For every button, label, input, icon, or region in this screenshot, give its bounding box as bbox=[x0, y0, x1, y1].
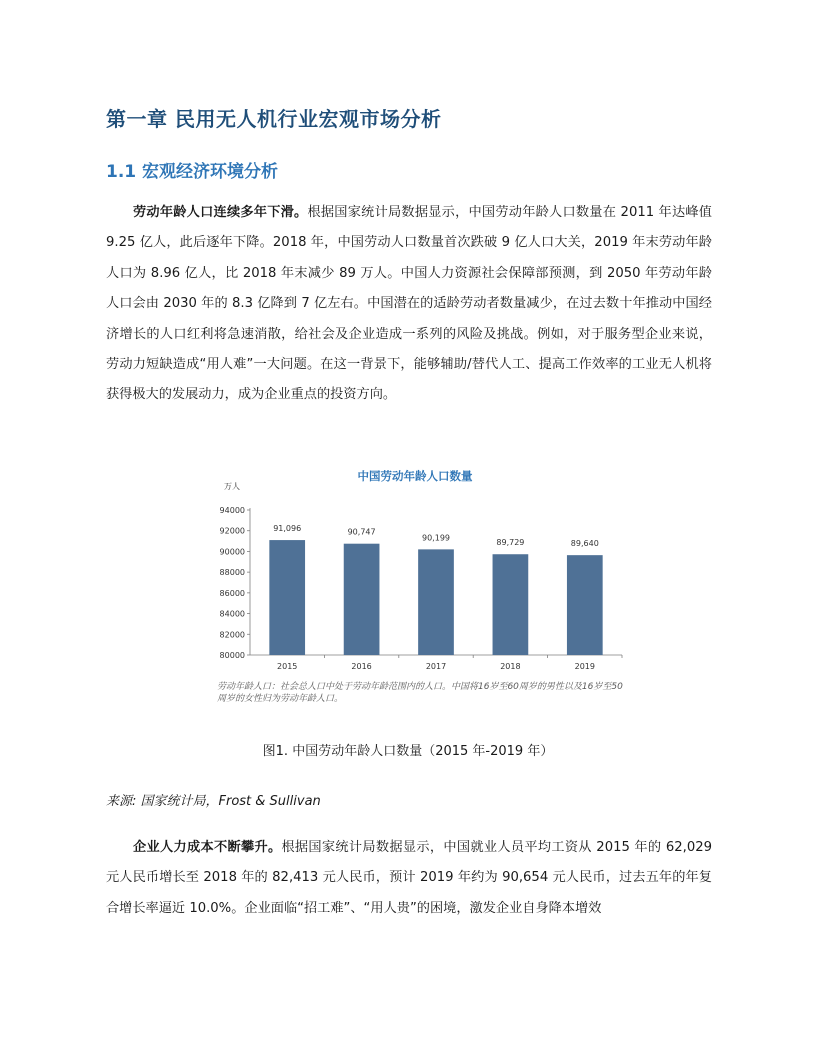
y-tick-label: 88000 bbox=[219, 568, 245, 578]
y-tick-label: 82000 bbox=[219, 630, 245, 640]
x-tick-label: 2019 bbox=[574, 662, 595, 671]
x-tick-label: 2015 bbox=[277, 662, 298, 671]
x-tick-label: 2016 bbox=[351, 662, 372, 671]
bar-value-label: 90,747 bbox=[347, 527, 376, 537]
bar bbox=[269, 540, 305, 655]
y-tick-label: 86000 bbox=[219, 588, 245, 598]
paragraph-lead: 劳动年龄人口连续多年下滑。 bbox=[133, 205, 308, 220]
bar-value-label: 89,729 bbox=[496, 538, 525, 548]
y-tick-label: 80000 bbox=[219, 651, 245, 660]
labor-population-chart bbox=[210, 460, 630, 710]
figure-caption: 图1. 中国劳动年龄人口数量（2015 年-2019 年） bbox=[262, 744, 554, 759]
paragraph-labor-population bbox=[106, 198, 712, 411]
x-tick-label: 2018 bbox=[500, 662, 521, 671]
bar bbox=[567, 555, 603, 655]
bar-value-label: 90,199 bbox=[422, 533, 450, 543]
y-tick-label: 90000 bbox=[219, 547, 245, 557]
y-tick-label: 92000 bbox=[219, 526, 245, 536]
section-title: 1.1 宏观经济环境分析 bbox=[106, 162, 279, 182]
bar bbox=[418, 549, 454, 655]
bar-value-label: 91,096 bbox=[273, 524, 302, 534]
y-tick-label: 84000 bbox=[219, 609, 245, 619]
paragraph-labor-cost bbox=[106, 833, 712, 924]
paragraph-lead: 企业人力成本不断攀升。 bbox=[133, 840, 282, 855]
chapter-title: 第一章 民用无人机行业宏观市场分析 bbox=[106, 107, 442, 131]
y-tick-label: 94000 bbox=[219, 506, 245, 515]
bar-value-label: 89,640 bbox=[570, 539, 599, 549]
source-note: 来源: 国家统计局，Frost & Sullivan bbox=[106, 794, 321, 809]
y-axis-unit: 万人 bbox=[224, 482, 240, 491]
chart-note: 劳动年龄人口：社会总人口中处于劳动年龄范围内的人口。中国将16岁至60周岁的男性以及16岁至50周岁的女性归为劳动年龄人口。 bbox=[217, 682, 623, 704]
paragraph-body: 根据国家统计局数据显示，中国就业人员平均工资从 2015 年的 62,029 元人民币增长至 2018 年的 82,413 元人民币，预计 2019 年约为 90,654 元人民币，过去五年的年复合增长率逼近 10.0%。企业面临“招工难”、“用人贵”的困境，激发企业自身降本增效 bbox=[106, 840, 712, 916]
bar bbox=[493, 554, 529, 655]
x-tick-label: 2017 bbox=[425, 662, 447, 671]
paragraph-body: 根据国家统计局数据显示，中国劳动年龄人口数量在 2011 年达峰值 9.25 亿人，此后逐年下降。2018 年，中国劳动人口数量首次跌破 9 亿人口大关，2019 年末劳动年龄人口为 8.96 亿人，比 2018 年末减少 89 万人。中国人力资源社会保障部预测，到 2050 年劳动年龄人口会由 2030 年的 8.3 亿降到 7 亿左右。中国潜在的适龄劳动者数量减少，在过去数十年推动中国经济增长的人口红利将急速消散，给社会及企业造成一系列的风险及挑战。例如，对于服务型企业来说，劳动力短缺造成“用人难”一大问题。在这一背景下，能够辅助/替代人工、提高工作效率的工业无人机将获得极大的发展动力，成为企业重点的投资方向。 bbox=[106, 205, 712, 403]
bar bbox=[344, 544, 380, 655]
chart-title: 中国劳动年龄人口数量 bbox=[357, 469, 473, 483]
bar-chart-svg bbox=[210, 460, 630, 710]
